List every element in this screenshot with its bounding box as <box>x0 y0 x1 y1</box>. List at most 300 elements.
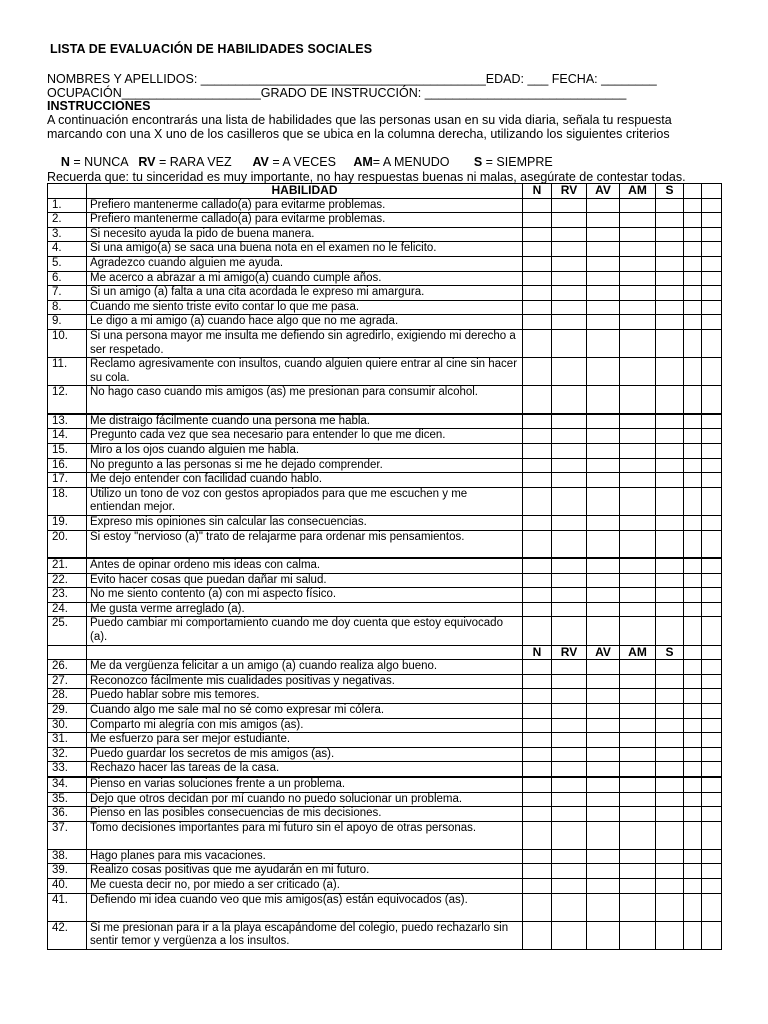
answer-box-s[interactable] <box>656 386 684 414</box>
answer-box-n[interactable] <box>523 444 552 459</box>
extra-box <box>684 242 702 257</box>
answer-box-n[interactable] <box>523 271 552 286</box>
answer-box-s[interactable] <box>656 558 684 573</box>
answer-box-s[interactable] <box>656 821 684 849</box>
answer-box-am[interactable] <box>620 213 656 228</box>
answer-box-av[interactable] <box>587 530 620 558</box>
answer-box-s[interactable] <box>656 660 684 675</box>
answer-box-rv[interactable] <box>552 878 587 893</box>
answer-box-av[interactable] <box>587 213 620 228</box>
answer-box-n[interactable] <box>523 515 552 530</box>
item-number: 1. <box>48 198 87 213</box>
answer-box-av[interactable] <box>587 271 620 286</box>
answer-box-am[interactable] <box>620 429 656 444</box>
skill-text: Defiendo mi idea cuando veo que mis amigos(as) están equivocados (as). <box>87 893 523 921</box>
answer-box-s[interactable] <box>656 271 684 286</box>
answer-box-rv[interactable] <box>552 733 587 748</box>
extra-box <box>684 921 702 949</box>
item-number: 37. <box>48 821 87 849</box>
item-number: 14. <box>48 429 87 444</box>
skill-text: Miro a los ojos cuando alguien me habla. <box>87 444 523 459</box>
answer-box-av[interactable] <box>587 458 620 473</box>
answer-box-am[interactable] <box>620 515 656 530</box>
answer-box-n[interactable] <box>523 473 552 488</box>
answer-box-am[interactable] <box>620 271 656 286</box>
answer-box-s[interactable] <box>656 777 684 792</box>
skill-text: Si estoy "nervioso (a)" trato de relajarme para ordenar mis pensamientos. <box>87 530 523 558</box>
header-row <box>48 184 722 199</box>
skill-text: Reconozco fácilmente mis cualidades positivas y negativas. <box>87 674 523 689</box>
answer-box-n[interactable] <box>523 429 552 444</box>
answer-box-n[interactable] <box>523 660 552 675</box>
answer-box-s[interactable] <box>656 849 684 864</box>
item-number: 10. <box>48 329 87 357</box>
answer-box-n[interactable] <box>523 315 552 330</box>
answer-box-am[interactable] <box>620 315 656 330</box>
answer-box-am[interactable] <box>620 588 656 603</box>
answer-box-n[interactable] <box>523 849 552 864</box>
extra-box <box>684 444 702 459</box>
answer-box-am[interactable] <box>620 689 656 704</box>
answer-box-n[interactable] <box>523 414 552 429</box>
answer-box-n[interactable] <box>523 878 552 893</box>
answer-box-s[interactable] <box>656 300 684 315</box>
answer-box-rv[interactable] <box>552 213 587 228</box>
answer-box-s[interactable] <box>656 733 684 748</box>
answer-box-av[interactable] <box>587 921 620 949</box>
table-row <box>48 198 722 213</box>
answer-box-rv[interactable] <box>552 777 587 792</box>
answer-box-s[interactable] <box>656 674 684 689</box>
answer-box-n[interactable] <box>523 777 552 792</box>
answer-box-s[interactable] <box>656 242 684 257</box>
answer-box-s[interactable] <box>656 689 684 704</box>
answer-box-am[interactable] <box>620 893 656 921</box>
skill-text: Me acerco a abrazar a mi amigo(a) cuando cumple años. <box>87 271 523 286</box>
answer-box-am[interactable] <box>620 530 656 558</box>
answer-box-s[interactable] <box>656 878 684 893</box>
answer-box-am[interactable] <box>620 329 656 357</box>
answer-box-s[interactable] <box>656 617 684 645</box>
column-header: S <box>656 184 684 199</box>
answer-box-av[interactable] <box>587 242 620 257</box>
answer-box-rv[interactable] <box>552 864 587 879</box>
answer-box-am[interactable] <box>620 242 656 257</box>
extra-box <box>702 256 722 271</box>
answer-box-am[interactable] <box>620 718 656 733</box>
answer-box-am[interactable] <box>620 849 656 864</box>
item-number: 41. <box>48 893 87 921</box>
answer-box-rv[interactable] <box>552 473 587 488</box>
answer-box-s[interactable] <box>656 807 684 822</box>
answer-box-av[interactable] <box>587 807 620 822</box>
answer-box-rv[interactable] <box>552 530 587 558</box>
skill-text: Si una amigo(a) se saca una buena nota en el examen no le felicito. <box>87 242 523 257</box>
answer-box-av[interactable] <box>587 733 620 748</box>
answer-box-rv[interactable] <box>552 762 587 777</box>
table-row <box>48 573 722 588</box>
answer-box-rv[interactable] <box>552 807 587 822</box>
item-number: 8. <box>48 300 87 315</box>
skill-text: Comparto mi alegría con mis amigos (as). <box>87 718 523 733</box>
answer-box-n[interactable] <box>523 300 552 315</box>
criteria-code: AM <box>353 155 373 169</box>
answer-box-av[interactable] <box>587 718 620 733</box>
answer-box-s[interactable] <box>656 921 684 949</box>
answer-box-rv[interactable] <box>552 747 587 762</box>
answer-box-n[interactable] <box>523 921 552 949</box>
table-row <box>48 878 722 893</box>
answer-box-rv[interactable] <box>552 515 587 530</box>
answer-box-n[interactable] <box>523 487 552 515</box>
answer-box-av[interactable] <box>587 689 620 704</box>
answer-box-rv[interactable] <box>552 792 587 807</box>
answer-box-am[interactable] <box>620 300 656 315</box>
answer-box-am[interactable] <box>620 807 656 822</box>
table-row <box>48 864 722 879</box>
answer-box-s[interactable] <box>656 718 684 733</box>
item-number: 30. <box>48 718 87 733</box>
answer-box-am[interactable] <box>620 573 656 588</box>
extra-box <box>684 704 702 719</box>
answer-box-av[interactable] <box>587 329 620 357</box>
answer-box-n[interactable] <box>523 762 552 777</box>
answer-box-rv[interactable] <box>552 617 587 645</box>
answer-box-av[interactable] <box>587 429 620 444</box>
answer-box-n[interactable] <box>523 747 552 762</box>
answer-box-n[interactable] <box>523 242 552 257</box>
item-number: 15. <box>48 444 87 459</box>
extra-box <box>702 588 722 603</box>
answer-box-s[interactable] <box>656 198 684 213</box>
answer-box-rv[interactable] <box>552 558 587 573</box>
table-row <box>48 358 722 386</box>
answer-box-s[interactable] <box>656 602 684 617</box>
extra-box <box>684 878 702 893</box>
answer-box-s[interactable] <box>656 704 684 719</box>
answer-box-am[interactable] <box>620 414 656 429</box>
answer-box-s[interactable] <box>656 893 684 921</box>
answer-box-am[interactable] <box>620 558 656 573</box>
answer-box-av[interactable] <box>587 227 620 242</box>
answer-box-n[interactable] <box>523 674 552 689</box>
table-row <box>48 300 722 315</box>
extra-box <box>684 198 702 213</box>
answer-box-av[interactable] <box>587 558 620 573</box>
skill-text: Realizo cosas positivas que me ayudarán en mi futuro. <box>87 864 523 879</box>
answer-box-rv[interactable] <box>552 718 587 733</box>
answer-box-s[interactable] <box>656 286 684 301</box>
answer-box-av[interactable] <box>587 792 620 807</box>
answer-box-av[interactable] <box>587 878 620 893</box>
answer-box-am[interactable] <box>620 674 656 689</box>
answer-box-rv[interactable] <box>552 315 587 330</box>
answer-box-am[interactable] <box>620 227 656 242</box>
answer-box-am[interactable] <box>620 777 656 792</box>
item-number: 36. <box>48 807 87 822</box>
answer-box-rv[interactable] <box>552 358 587 386</box>
answer-box-rv[interactable] <box>552 329 587 357</box>
answer-box-n[interactable] <box>523 213 552 228</box>
answer-box-rv[interactable] <box>552 386 587 414</box>
table-row <box>48 530 722 558</box>
extra-box <box>684 487 702 515</box>
answer-box-rv[interactable] <box>552 227 587 242</box>
answer-box-av[interactable] <box>587 747 620 762</box>
extra-box <box>702 458 722 473</box>
answer-box-s[interactable] <box>656 792 684 807</box>
instructions-line-2: marcando con una X uno de los casilleros que se ubica en la columna derecha, utilizando los siguientes criterios <box>47 127 670 141</box>
item-number: 19. <box>48 515 87 530</box>
answer-box-s[interactable] <box>656 573 684 588</box>
answer-box-rv[interactable] <box>552 849 587 864</box>
answer-box-am[interactable] <box>620 256 656 271</box>
answer-box-rv[interactable] <box>552 921 587 949</box>
item-number: 7. <box>48 286 87 301</box>
answer-box-s[interactable] <box>656 213 684 228</box>
criteria-meaning: = A VECES <box>268 155 336 169</box>
item-number: 39. <box>48 864 87 879</box>
answer-box-n[interactable] <box>523 704 552 719</box>
answer-box-rv[interactable] <box>552 198 587 213</box>
answer-box-n[interactable] <box>523 198 552 213</box>
answer-box-am[interactable] <box>620 762 656 777</box>
answer-box-s[interactable] <box>656 429 684 444</box>
answer-box-av[interactable] <box>587 386 620 414</box>
answer-box-n[interactable] <box>523 733 552 748</box>
answer-box-rv[interactable] <box>552 286 587 301</box>
item-number: 18. <box>48 487 87 515</box>
answer-box-av[interactable] <box>587 515 620 530</box>
table-row <box>48 617 722 645</box>
answer-box-rv[interactable] <box>552 444 587 459</box>
answer-box-rv[interactable] <box>552 704 587 719</box>
answer-box-av[interactable] <box>587 777 620 792</box>
answer-box-am[interactable] <box>620 878 656 893</box>
answer-box-av[interactable] <box>587 473 620 488</box>
answer-box-n[interactable] <box>523 458 552 473</box>
table-row <box>48 762 722 777</box>
answer-box-av[interactable] <box>587 588 620 603</box>
answer-box-av[interactable] <box>587 660 620 675</box>
answer-box-rv[interactable] <box>552 602 587 617</box>
answer-box-av[interactable] <box>587 821 620 849</box>
answer-box-n[interactable] <box>523 530 552 558</box>
answer-box-rv[interactable] <box>552 660 587 675</box>
answer-box-rv[interactable] <box>552 458 587 473</box>
extra-box <box>702 530 722 558</box>
answer-box-am[interactable] <box>620 458 656 473</box>
answer-box-s[interactable] <box>656 329 684 357</box>
answer-box-s[interactable] <box>656 864 684 879</box>
answer-box-am[interactable] <box>620 921 656 949</box>
answer-box-n[interactable] <box>523 689 552 704</box>
skill-text: Pienso en varias soluciones frente a un problema. <box>87 777 523 792</box>
answer-box-am[interactable] <box>620 358 656 386</box>
answer-box-n[interactable] <box>523 792 552 807</box>
extra-box <box>684 733 702 748</box>
answer-box-rv[interactable] <box>552 487 587 515</box>
answer-box-rv[interactable] <box>552 674 587 689</box>
answer-box-av[interactable] <box>587 487 620 515</box>
answer-box-am[interactable] <box>620 198 656 213</box>
answer-box-n[interactable] <box>523 286 552 301</box>
answer-box-am[interactable] <box>620 864 656 879</box>
skill-text: Pregunto cada vez que sea necesario para entender lo que me dicen. <box>87 429 523 444</box>
table-row <box>48 213 722 228</box>
column-header: RV <box>552 645 587 660</box>
answer-box-av[interactable] <box>587 704 620 719</box>
answer-box-am[interactable] <box>620 617 656 645</box>
answer-box-rv[interactable] <box>552 821 587 849</box>
extra-box <box>702 473 722 488</box>
answer-box-n[interactable] <box>523 602 552 617</box>
answer-box-av[interactable] <box>587 617 620 645</box>
skill-text: Evito hacer cosas que puedan dañar mi salud. <box>87 573 523 588</box>
skill-text: Me da vergüenza felicitar a un amigo (a) cuando realiza algo bueno. <box>87 660 523 675</box>
answer-box-s[interactable] <box>656 487 684 515</box>
answer-box-n[interactable] <box>523 256 552 271</box>
table-row <box>48 487 722 515</box>
answer-box-n[interactable] <box>523 893 552 921</box>
answer-box-rv[interactable] <box>552 689 587 704</box>
answer-box-av[interactable] <box>587 893 620 921</box>
answer-box-av[interactable] <box>587 315 620 330</box>
table-row <box>48 256 722 271</box>
answer-box-rv[interactable] <box>552 242 587 257</box>
extra-box <box>684 660 702 675</box>
extra-box <box>702 921 722 949</box>
item-number: 5. <box>48 256 87 271</box>
item-number: 31. <box>48 733 87 748</box>
answer-box-n[interactable] <box>523 558 552 573</box>
skill-text: Puedo guardar los secretos de mis amigos (as). <box>87 747 523 762</box>
answer-box-am[interactable] <box>620 487 656 515</box>
answer-box-n[interactable] <box>523 588 552 603</box>
answer-box-rv[interactable] <box>552 429 587 444</box>
answer-box-av[interactable] <box>587 762 620 777</box>
answer-box-av[interactable] <box>587 256 620 271</box>
answer-box-av[interactable] <box>587 300 620 315</box>
table-row <box>48 792 722 807</box>
answer-box-n[interactable] <box>523 864 552 879</box>
answer-box-n[interactable] <box>523 573 552 588</box>
answer-box-n[interactable] <box>523 227 552 242</box>
answer-box-rv[interactable] <box>552 414 587 429</box>
answer-box-am[interactable] <box>620 821 656 849</box>
answer-box-n[interactable] <box>523 821 552 849</box>
table-row <box>48 718 722 733</box>
answer-box-n[interactable] <box>523 617 552 645</box>
answer-box-s[interactable] <box>656 414 684 429</box>
table-row <box>48 777 722 792</box>
answer-box-s[interactable] <box>656 530 684 558</box>
answer-box-s[interactable] <box>656 473 684 488</box>
answer-box-av[interactable] <box>587 573 620 588</box>
skill-text: Cuando algo me sale mal no sé como expresar mi cólera. <box>87 704 523 719</box>
answer-box-am[interactable] <box>620 792 656 807</box>
answer-box-s[interactable] <box>656 762 684 777</box>
answer-box-s[interactable] <box>656 458 684 473</box>
table-row <box>48 704 722 719</box>
skill-text: No hago caso cuando mis amigos (as) me presionan para consumir alcohol. <box>87 386 523 414</box>
answer-box-s[interactable] <box>656 747 684 762</box>
answer-box-rv[interactable] <box>552 573 587 588</box>
skill-text: Utilizo un tono de voz con gestos apropiados para que me escuchen y me entiendan mejor. <box>87 487 523 515</box>
extra-column-header <box>684 184 702 199</box>
extra-box <box>702 762 722 777</box>
answer-box-am[interactable] <box>620 444 656 459</box>
item-number: 4. <box>48 242 87 257</box>
extra-box <box>702 329 722 357</box>
answer-box-s[interactable] <box>656 227 684 242</box>
skills-table <box>47 183 722 950</box>
answer-box-av[interactable] <box>587 849 620 864</box>
extra-box <box>684 414 702 429</box>
answer-box-am[interactable] <box>620 286 656 301</box>
extra-box <box>684 689 702 704</box>
answer-box-s[interactable] <box>656 588 684 603</box>
extra-box <box>684 588 702 603</box>
extra-box <box>702 198 722 213</box>
answer-box-av[interactable] <box>587 414 620 429</box>
answer-box-n[interactable] <box>523 386 552 414</box>
table-row <box>48 386 722 414</box>
skill-text: Si un amigo (a) falta a una cita acordada le expreso mi amargura. <box>87 286 523 301</box>
answer-box-am[interactable] <box>620 473 656 488</box>
answer-box-av[interactable] <box>587 198 620 213</box>
table-row <box>48 444 722 459</box>
answer-box-s[interactable] <box>656 515 684 530</box>
answer-box-am[interactable] <box>620 733 656 748</box>
answer-box-rv[interactable] <box>552 893 587 921</box>
extra-box <box>684 762 702 777</box>
answer-box-s[interactable] <box>656 315 684 330</box>
reminder-text: Recuerda que: tu sinceridad es muy importante, no hay respuestas buenas ni malas, asegúrate de contestar todas. <box>47 170 686 184</box>
answer-box-n[interactable] <box>523 718 552 733</box>
answer-box-rv[interactable] <box>552 588 587 603</box>
answer-box-am[interactable] <box>620 386 656 414</box>
extra-box <box>702 878 722 893</box>
answer-box-am[interactable] <box>620 660 656 675</box>
answer-box-av[interactable] <box>587 864 620 879</box>
extra-box <box>684 821 702 849</box>
answer-box-av[interactable] <box>587 602 620 617</box>
extra-box <box>702 515 722 530</box>
name-age-date-line: NOMBRES Y APELLIDOS: _________________________________________EDAD: ___ FECHA: ________ <box>47 72 657 86</box>
answer-box-av[interactable] <box>587 674 620 689</box>
answer-box-n[interactable] <box>523 807 552 822</box>
answer-box-s[interactable] <box>656 256 684 271</box>
answer-box-am[interactable] <box>620 602 656 617</box>
answer-box-s[interactable] <box>656 444 684 459</box>
answer-box-s[interactable] <box>656 358 684 386</box>
answer-box-am[interactable] <box>620 747 656 762</box>
answer-box-rv[interactable] <box>552 271 587 286</box>
answer-box-n[interactable] <box>523 329 552 357</box>
answer-box-av[interactable] <box>587 286 620 301</box>
extra-box <box>702 414 722 429</box>
answer-box-am[interactable] <box>620 704 656 719</box>
answer-box-av[interactable] <box>587 444 620 459</box>
answer-box-n[interactable] <box>523 358 552 386</box>
table-row <box>48 588 722 603</box>
extra-box <box>702 573 722 588</box>
extra-box <box>684 674 702 689</box>
answer-box-rv[interactable] <box>552 256 587 271</box>
answer-box-av[interactable] <box>587 358 620 386</box>
answer-box-rv[interactable] <box>552 300 587 315</box>
